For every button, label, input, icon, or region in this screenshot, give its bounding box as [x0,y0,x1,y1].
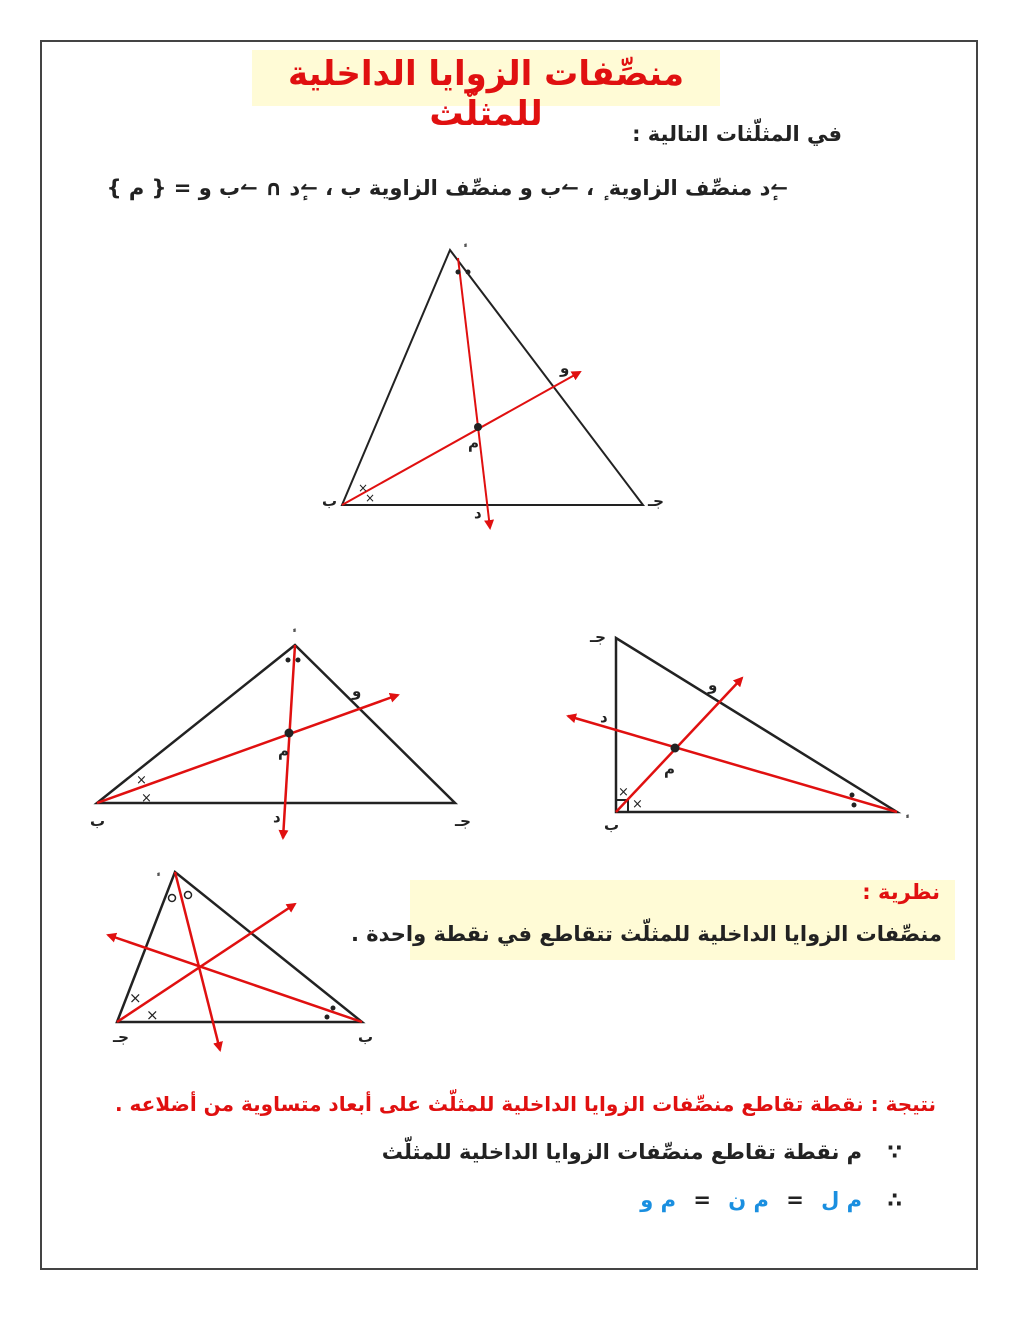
since-line [382,1140,902,1164]
label-b-2: ب [90,812,106,830]
label-j-4: جـ [113,1028,129,1046]
triangle-2 [97,645,455,803]
bisector-j-4 [117,904,295,1022]
label-j-1: جـ [648,492,664,510]
label-b-1: ب [322,492,338,510]
result-text: نتيجة : نقطة تقاطع منصِّفات الزوايا الداخلية للمثلّث على أبعاد متساوية من أضلاعه . [114,1092,936,1116]
svg-text:×: × [146,1006,159,1024]
equation-sign-1: = [786,1188,804,1212]
svg-text:×: × [136,773,147,788]
svg-text:×: × [141,791,152,806]
svg-text:×: × [358,481,369,495]
label-b-3: ب [604,816,620,834]
label-w-2: و [352,682,362,700]
therefore-line [640,1188,902,1212]
label-b-4: ب [358,1028,374,1046]
label-j-3: جـ [590,628,606,646]
figure-4 [108,872,373,1050]
theorem-text: منصِّفات الزوايا الداخلية للمثلّث تتقاطع في نقطة واحدة . [350,922,942,946]
label-m-2: م [278,742,289,760]
since-text: م نقطة تقاطع منصِّفات الزوايا الداخلية للمثلّث [381,1140,863,1164]
equation-sign-2: = [693,1188,711,1212]
svg-text:×: × [632,797,643,812]
bisector-b-1 [342,372,580,505]
label-w-1: و [560,359,570,377]
equation-part-2: م ن [728,1188,769,1212]
bisector-a-1 [458,258,490,528]
triangle-4 [117,872,362,1022]
bisector-b-3 [616,678,742,812]
triangle-1 [342,250,643,505]
intro-text: في المثلّثات التالية : [632,122,842,146]
since-symbol: ∵ [887,1140,902,1164]
equation-part-3: م و [640,1188,677,1212]
therefore-symbol: ∴ [887,1188,902,1212]
label-d-1: د [474,504,482,522]
label-m-3: م [664,760,675,778]
label-m-1: م [468,434,479,452]
label-w-3: و [708,676,718,694]
label-a-3 [906,814,910,818]
label-a-4 [157,872,161,876]
figure-3 [568,628,910,834]
incenter-2 [285,729,294,738]
svg-text:×: × [618,785,629,800]
given-statement: ↼ٕد منصِّف الزاوية ٕ ، ↼ب و منصِّف الزاوية ب ، ↼ٕد ∩ ↼ب و = { م } [106,176,788,200]
incenter-3 [671,744,680,753]
figure-1 [322,243,664,528]
triangle-3 [616,638,897,812]
svg-text:×: × [365,491,376,505]
svg-text:×: × [129,989,142,1007]
label-d-3: د [600,708,608,726]
label-d-2: د [273,808,281,826]
label-a-1 [464,243,468,247]
equation-part-1: م ل [821,1188,863,1212]
label-j-2: جـ [455,812,471,830]
page-title: منصِّفات الزوايا الداخلية للمثلّث [288,54,684,134]
theorem-heading: نظرية : [862,880,940,904]
label-a-2 [293,628,297,632]
figure-2 [90,628,471,838]
incenter-1 [474,423,482,431]
